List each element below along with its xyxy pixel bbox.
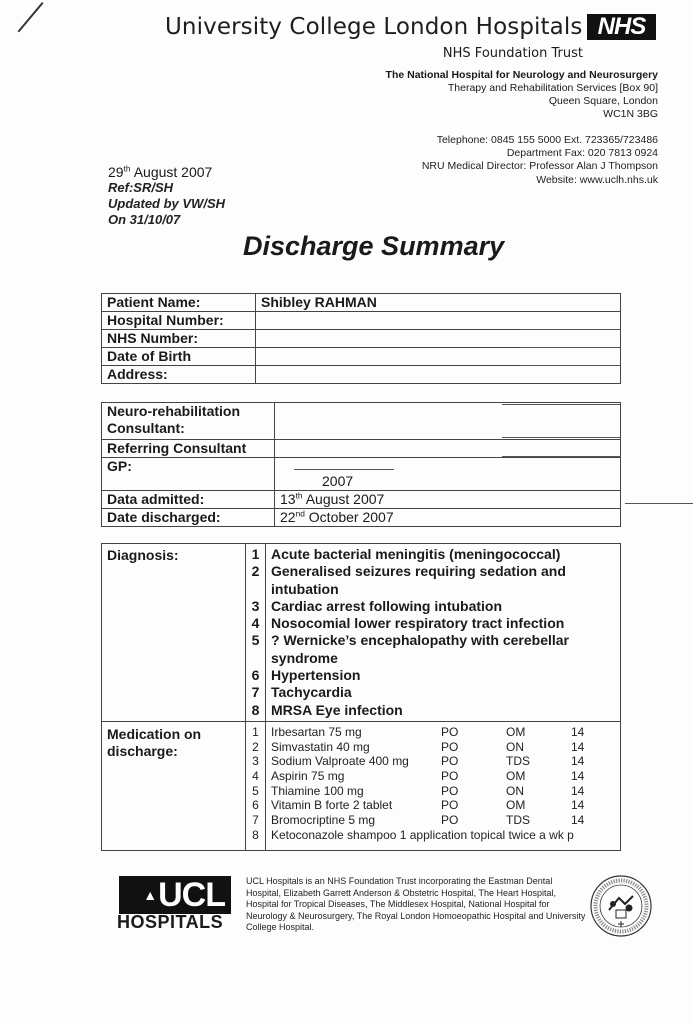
address-line: WC1N 3BG: [603, 108, 658, 120]
medication-frequency: OM: [506, 724, 526, 739]
medication-route: PO: [441, 739, 459, 754]
medication-route: PO: [441, 813, 459, 828]
date-discharged-label: Date discharged:: [102, 509, 275, 527]
diagnosis-item: Generalised seizures requiring sedation and intubation: [271, 563, 566, 597]
admitted-day: 13: [280, 491, 296, 507]
medication-item: [271, 784, 615, 799]
medication-item: [271, 813, 615, 828]
medication-route: PO: [441, 769, 459, 784]
fax: Department Fax: 020 7813 0924: [506, 147, 658, 160]
medication-days: 14: [571, 783, 585, 798]
medication-number: 5: [252, 783, 259, 798]
dob-label: Date of Birth: [102, 348, 256, 366]
medication-name: Sodium Valproate 400 mg: [271, 754, 409, 769]
letter-meta: [108, 164, 225, 228]
medication-days: 14: [571, 813, 585, 828]
admitted-rest: August 2007: [302, 491, 385, 507]
medication-frequency: TDS: [506, 754, 530, 769]
diagnosis-numbers: [246, 544, 266, 722]
medication-days: 14: [571, 724, 585, 739]
discharged-suffix: nd: [295, 508, 305, 519]
medication-name: Vitamin B forte 2 tablet: [271, 798, 393, 813]
medication-row: [102, 721, 621, 850]
address-value: [256, 366, 621, 384]
medication-name: Aspirin 75 mg: [271, 769, 345, 784]
table-row: [102, 403, 621, 440]
diagnosis-item: ? Wernicke’s encephalopathy with cerebellar syndrome: [271, 632, 569, 666]
ucl-logo-text: UCL: [158, 876, 225, 914]
table-row: [102, 330, 621, 348]
hospital-name: The National Hospital for Neurology and Neurosurgery: [385, 69, 658, 81]
letter-date: [108, 164, 225, 180]
table-row: [102, 366, 621, 384]
medication-route: PO: [441, 798, 459, 813]
diagnosis-list: [266, 544, 621, 722]
medication-item: [271, 740, 615, 755]
updated-on: On 31/10/07: [108, 212, 181, 227]
medication-number: 8: [252, 827, 259, 842]
medication-label: Medication on discharge:: [102, 721, 246, 850]
medication-number: 4: [252, 769, 259, 784]
medication-item: [271, 754, 615, 769]
table-row: [102, 348, 621, 366]
medication-number: 7: [252, 813, 259, 828]
nhs-number-label: NHS Number:: [102, 330, 256, 348]
diagnosis-number: 2: [251, 563, 260, 580]
medication-route: PO: [441, 724, 459, 739]
discharged-day: 22: [280, 509, 296, 525]
date-discharged-value: [275, 509, 621, 527]
medication-days: 14: [571, 754, 585, 769]
admission-table: [101, 402, 621, 527]
patient-name-label: Patient Name:: [102, 294, 256, 312]
medication-item: [271, 725, 615, 740]
redaction-line: [521, 329, 619, 330]
date-rest: August 2007: [130, 164, 213, 180]
table-row: [102, 440, 621, 458]
patient-name-value: Shibley RAHMAN: [256, 294, 621, 312]
medication-numbers: [246, 721, 266, 850]
telephone: Telephone: 0845 155 5000 Ext. 723365/723486: [436, 134, 658, 146]
organization-name: University College London Hospitals: [165, 14, 583, 40]
website: Website: www.uclh.nhs.uk: [536, 173, 658, 186]
gp-value: 2007: [275, 458, 621, 491]
footer-description: UCL Hospitals is an NHS Foundation Trust incorporating the Eastman Dental Hospital, Elizabeth Garrett Anderson & Obstetric Hospital, The Heart Hospital, Hospital for Tropical Diseases, The Middlesex Hospital, National Hospital for Neurology & Neurosurgery, The Royal London Homoeopathic Hospital and University College Hospital.: [246, 876, 586, 933]
redaction-line: [502, 456, 620, 457]
trust-name: NHS Foundation Trust: [442, 46, 583, 61]
medication-number: 3: [252, 754, 259, 769]
medication-number: 2: [252, 739, 259, 754]
date-admitted-value: [275, 491, 621, 509]
referring-consultant-label: Referring Consultant: [102, 440, 275, 458]
medication-number: 1: [252, 724, 259, 739]
table-row: [102, 312, 621, 330]
medical-director: NRU Medical Director: Professor Alan J Thompson: [421, 160, 658, 173]
medication-frequency: TDS: [506, 813, 530, 828]
medication-name: Bromocriptine 5 mg: [271, 813, 376, 828]
medication-route: PO: [441, 754, 459, 769]
neuro-consultant-label: Neuro-rehabilitation Consultant:: [102, 403, 275, 440]
diagnosis-item: MRSA Eye infection: [271, 701, 403, 718]
diagnosis-number: 5: [251, 632, 260, 649]
date-suffix: th: [123, 163, 131, 174]
medication-item: [271, 798, 615, 813]
diagnosis-number: 4: [251, 615, 260, 632]
table-row: [102, 491, 621, 509]
neuro-consultant-value: [275, 403, 621, 440]
nhs-number-value: [256, 330, 621, 348]
referring-consultant-value: [275, 440, 621, 458]
redaction-line: [521, 365, 619, 366]
diagnosis-item: Tachycardia: [271, 684, 352, 701]
updated-by: Updated by VW/SH: [108, 196, 226, 211]
hospital-address: [386, 69, 658, 121]
diagnosis-label: Diagnosis:: [102, 544, 246, 722]
redaction-line: [502, 437, 620, 438]
redaction-line: [521, 347, 619, 348]
medication-route: PO: [441, 783, 459, 798]
medication-name: Simvastatin 40 mg: [271, 739, 370, 754]
medication-name: Thiamine 100 mg: [271, 783, 364, 798]
medication-frequency: ON: [506, 783, 524, 798]
gp-label: GP:: [102, 458, 275, 491]
hospital-number-label: Hospital Number:: [102, 312, 256, 330]
medication-name: Irbesartan 75 mg: [271, 724, 362, 739]
hospital-seal-icon: [589, 874, 653, 938]
medication-frequency: OM: [506, 769, 526, 784]
diagnosis-row: [102, 544, 621, 722]
diagnosis-item: Nosocomial lower respiratory tract infection: [271, 615, 565, 632]
redaction-line: [502, 404, 620, 405]
medication-days: 14: [571, 769, 585, 784]
reference: Ref:SR/SH: [108, 180, 174, 195]
page-title: Discharge Summary: [243, 231, 505, 261]
contact-info: [422, 134, 658, 187]
table-row: [102, 458, 621, 491]
medication-item: [271, 769, 615, 784]
patient-details-table: [101, 293, 621, 384]
pen-mark: [18, 2, 44, 32]
diagnosis-medication-table: [101, 543, 621, 851]
diagnosis-item: Acute bacterial meningitis (meningococcal): [271, 546, 561, 562]
address-line: Therapy and Rehabilitation Services [Box 90]: [447, 82, 658, 94]
address-line: Queen Square, London: [548, 95, 658, 107]
medication-days: 14: [571, 798, 585, 813]
medication-list: [266, 721, 621, 850]
diagnosis-item: Cardiac arrest following intubation: [271, 597, 503, 614]
medication-name: Ketoconazole shampoo 1 application topical twice a wk p: [271, 827, 574, 842]
diagnosis-item: Hypertension: [271, 667, 361, 684]
medication-frequency: OM: [506, 798, 526, 813]
hospital-number-value: [256, 312, 621, 330]
diagnosis-number: 7: [251, 684, 260, 701]
diagnosis-number: 1: [251, 546, 260, 562]
redaction-line: [625, 503, 693, 504]
table-row: [102, 509, 621, 527]
diagnosis-number: 6: [251, 667, 260, 684]
ucl-logo: ▲UCL: [119, 876, 231, 914]
diagnosis-number: 3: [251, 597, 260, 614]
table-row: [102, 294, 621, 312]
redaction-line: [294, 469, 394, 470]
date-admitted-label: Data admitted:: [102, 491, 275, 509]
discharged-rest: October 2007: [304, 509, 394, 525]
diagnosis-number: 8: [251, 701, 260, 718]
admitted-suffix: th: [295, 490, 303, 501]
medication-number: 6: [252, 798, 259, 813]
address-label: Address:: [102, 366, 256, 384]
ucl-hospitals-text: HOSPITALS: [117, 912, 224, 932]
medication-frequency: ON: [506, 739, 524, 754]
medication-days: 14: [571, 739, 585, 754]
date-day: 29: [108, 164, 124, 180]
medication-item: [271, 828, 615, 843]
dob-value: [256, 348, 621, 366]
nhs-logo: NHS: [587, 14, 656, 40]
